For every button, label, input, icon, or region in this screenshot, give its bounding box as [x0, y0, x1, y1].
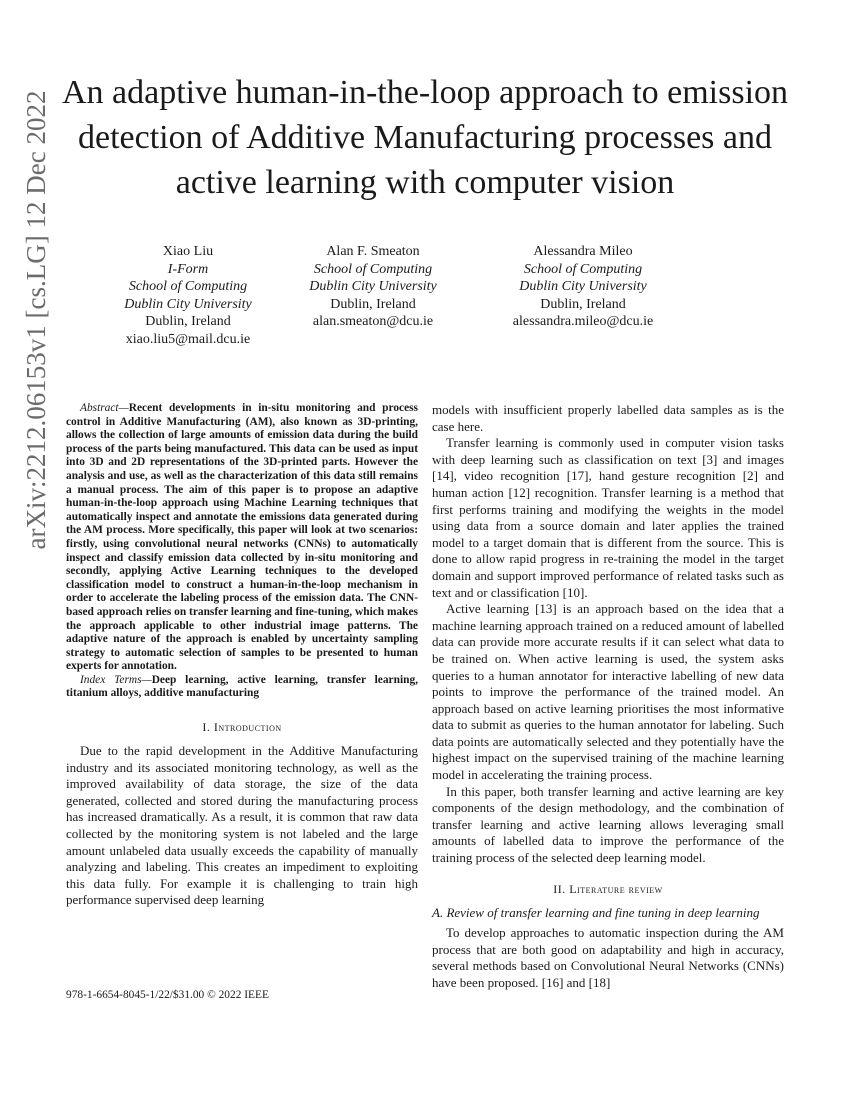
author-affiliation: School of Computing — [313, 261, 433, 277]
author-location: Dublin, Ireland — [540, 296, 626, 312]
copyright-footer: 978-1-6654-8045-1/22/$31.00 © 2022 IEEE — [66, 989, 269, 1001]
author-block-3 — [478, 243, 688, 331]
abstract-text: Recent developments in in-situ monitoring and process control in Additive Manufacturing (AM), also known as 3D-printing, allows the collection of large amounts of emission data during the build process of the parts being manufactured. This data can be used as input into 3D and 2D representations of the 3D-printed parts. However the analysis and use, as well as the characterization of this data still remains a manual process. The aim of this paper is to propose an adaptive human-in-the-loop approach using Machine Learning techniques that automatically inspect and annotate the emissions data generated during the AM process. More specifically, this paper will look at two scenarios: firstly, using convolutional neural networks (CNNs) to automatically inspect and classify emission data collected by in-situ monitoring and secondly, applying Active Learning techniques to the developed classification model to construct a human-in-the-loop mechanism in order to accelerate the labeling process of the emission data. The CNN-based approach relies on transfer learning and fine-tuning, which makes the approach applicable to other industrial image patterns. The adaptive nature of the approach is enabled by uncertainty sampling strategy to automatic selection of samples to be presented to human experts for annotation. — [66, 402, 418, 673]
author-location: Dublin, Ireland — [145, 314, 231, 330]
author-name: Alessandra Mileo — [533, 244, 633, 259]
author-affiliation: Dublin City University — [519, 279, 647, 295]
section-heading-introduction — [66, 719, 418, 735]
author-affiliation: School of Computing — [523, 261, 643, 277]
author-affiliation: I-Form — [167, 261, 209, 277]
section-title: Literature review — [569, 881, 663, 896]
author-email: xiao.liu5@mail.dcu.ie — [125, 331, 251, 347]
index-terms-label: Index Terms— — [80, 673, 152, 686]
paper-title: An adaptive human-in-the-loop approach to emission detection of Additive Manufacturing processes and active learning with computer vision — [61, 74, 789, 201]
subsection-heading: A. Review of transfer learning and fine tuning in deep learning — [432, 904, 760, 920]
index-terms — [66, 674, 418, 701]
author-name: Xiao Liu — [162, 244, 214, 259]
author-affiliation: School of Computing — [128, 279, 248, 295]
abstract-label: Abstract— — [80, 402, 129, 414]
author-name: Alan F. Smeaton — [326, 244, 420, 259]
left-column — [66, 402, 418, 909]
author-block-1 — [83, 243, 293, 349]
paragraph-continued: models with insufficient properly labelled data samples as is the case here. — [432, 402, 784, 434]
right-column — [432, 402, 784, 992]
author-affiliation: Dublin City University — [309, 279, 437, 295]
section-number: II. — [553, 881, 570, 896]
section-number: I. — [202, 720, 214, 735]
this-paper-paragraph: In this paper, both transfer learning and active learning are key components of the design methodology, and the combination of transfer learning and active learning allows leveraging small amounts of labelled data to improve the performance of the training process of the selected deep learning model. — [432, 783, 784, 866]
section-title: Introduction — [213, 720, 282, 735]
author-affiliation: Dublin City University — [124, 296, 252, 312]
author-email: alessandra.mileo@dcu.ie — [512, 314, 654, 330]
section-heading-literature-review — [432, 881, 784, 897]
author-email: alan.smeaton@dcu.ie — [312, 314, 434, 330]
literature-paragraph: To develop approaches to automatic inspection during the AM process that are both good on adaptability and high in accuracy, several methods based on Convolutional Neural Networks (CNNs) have been proposed. [16] and [18] — [432, 925, 784, 990]
author-location: Dublin, Ireland — [330, 296, 416, 312]
active-learning-paragraph: Active learning [13] is an approach based on the idea that a machine learning approach trained on a reduced amount of labelled data can provide more accurate results if it can select what data to be trained on. When active learning is used, the system asks queries to a human annotator for interactive labelling of new data points to improve the performance of the trained model. An approach based on active learning prioritises the most informative data to submit as queries to the human annotator for labeling. Such data points are automatically selected and they potentially have the highest impact on the supervised training of the machine learning model in accelerating the training process. — [432, 601, 784, 783]
transfer-learning-paragraph: Transfer learning is commonly used in computer vision tasks with deep learning such as classification on text [3] and images [14], video recognition [17], hand gesture recognition [2] and human action [12] recognition. Transfer learning is a method that first performs training and modifying the weights in the model using data from a source domain and later applies the trained model to a target domain that is different from the source. This is done to allow rapid progress in re-training the model in the target domain and support improved performance of related tasks such as text and or classification [10]. — [432, 435, 784, 600]
abstract — [66, 402, 418, 674]
author-block-2 — [268, 243, 478, 331]
intro-paragraph: Due to the rapid development in the Additive Manufacturing industry and its associated monitoring technology, as well as the improved availability of data storage, the size of the data generated, collected and stored during the manufacturing process has increased dramatically. As a result, it is common that raw data collected by the monitoring system is not labeled and the large amount unlabeled data usually exceeds the capability of manually analyzing and labeling. This creates an impediment to exploiting this data fully. For example it is challenging to train high performance supervised deep learning — [66, 743, 418, 908]
arxiv-stamp: arXiv:2212.06153v1 [cs.LG] 12 Dec 2022 — [21, 90, 51, 550]
index-terms-text: Deep learning, active learning, transfer learning, titanium alloys, additive manufacturing — [66, 673, 418, 700]
